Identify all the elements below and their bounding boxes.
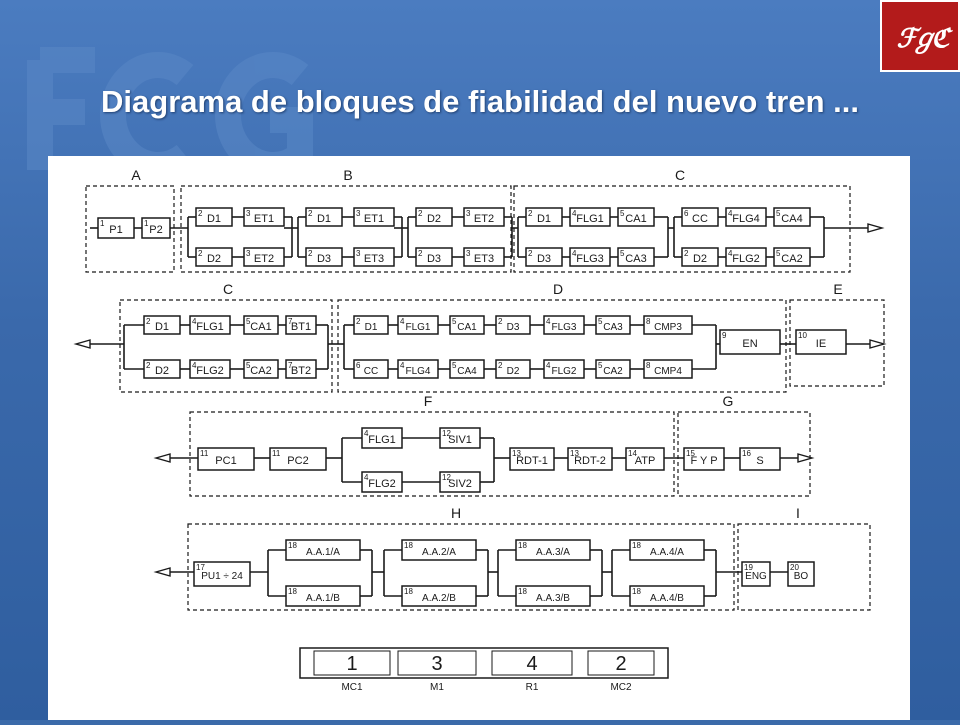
block-number: 16	[742, 449, 751, 458]
block-number: 4	[728, 209, 733, 218]
block-label: A.A.1/A	[306, 547, 340, 558]
block-label: FLG3	[551, 322, 577, 333]
reliability-block	[516, 586, 590, 606]
block-label: CA2	[250, 365, 272, 377]
block-number: 3	[356, 249, 361, 258]
reliability-block	[354, 316, 388, 334]
reliability-block	[144, 316, 180, 334]
block-label: FLG1	[405, 322, 431, 333]
car-label: R1	[525, 682, 539, 693]
reliability-block	[196, 248, 232, 266]
block-label: CA1	[457, 322, 477, 333]
reliability-block	[440, 428, 480, 448]
reliability-block	[416, 208, 452, 226]
section-label: E	[833, 281, 843, 297]
block-number: 4	[728, 249, 733, 258]
reliability-block	[618, 248, 654, 266]
block-number: 13	[512, 449, 521, 458]
reliability-block	[286, 316, 316, 334]
reliability-block	[286, 540, 360, 560]
reliability-block	[306, 208, 342, 226]
block-number: 7	[288, 361, 293, 370]
reliability-block	[440, 472, 480, 492]
block-number: 11	[200, 449, 209, 458]
reliability-block	[526, 248, 562, 266]
block-label: D3	[506, 322, 520, 333]
block-label: SIV2	[448, 478, 472, 490]
block-number: 5	[776, 249, 781, 258]
reliability-block	[788, 562, 814, 586]
reliability-block	[596, 360, 630, 378]
reliability-block	[362, 472, 402, 492]
block-label: A.A.3/B	[536, 593, 570, 604]
car-number: 1	[346, 653, 358, 675]
block-label: ATP	[634, 455, 656, 467]
block-number: 4	[364, 473, 369, 482]
block-number: 18	[518, 541, 527, 550]
block-label: D1	[206, 213, 222, 225]
car-number: 2	[615, 653, 627, 675]
reliability-block	[244, 208, 284, 226]
block-number: 2	[146, 361, 151, 370]
reliability-block	[516, 540, 590, 560]
block-number: 5	[452, 317, 457, 326]
block-label: D3	[536, 253, 552, 265]
reliability-block	[796, 330, 846, 354]
car-label: MC2	[610, 682, 632, 693]
reliability-block	[544, 316, 584, 334]
block-label: ET3	[473, 253, 495, 265]
block-number: 2	[198, 249, 203, 258]
block-label: CA2	[603, 366, 623, 377]
block-label: A.A.2/B	[422, 593, 456, 604]
block-label: D3	[426, 253, 442, 265]
reliability-block	[98, 218, 134, 238]
block-number: 11	[272, 449, 281, 458]
block-label: FLG2	[732, 253, 760, 265]
block-label: D1	[154, 321, 170, 333]
block-number: 20	[790, 563, 799, 572]
reliability-block	[190, 316, 230, 334]
block-number: 17	[196, 563, 205, 572]
block-number: 2	[528, 249, 533, 258]
section-label: A	[131, 167, 141, 183]
block-label: D2	[692, 253, 708, 265]
block-number: 1	[144, 219, 149, 228]
block-label: ET1	[363, 213, 385, 225]
block-number: 13	[570, 449, 579, 458]
flow-arrow	[156, 568, 170, 576]
block-number: 12	[442, 429, 451, 438]
flow-arrow	[870, 340, 884, 348]
block-label: CC	[363, 366, 379, 377]
block-label: CC	[692, 213, 708, 225]
block-number: 4	[192, 361, 197, 370]
company-logo	[880, 0, 960, 72]
block-number: 2	[308, 209, 313, 218]
block-label: FLG4	[405, 366, 431, 377]
block-number: 5	[620, 209, 625, 218]
reliability-block	[630, 586, 704, 606]
block-label: FLG1	[196, 321, 224, 333]
reliability-block	[198, 448, 254, 470]
block-label: A.A.3/A	[536, 547, 570, 558]
section-label: C	[222, 281, 234, 297]
block-label: CA2	[781, 253, 803, 265]
section-label: B	[343, 167, 353, 183]
block-label: A.A.2/A	[422, 547, 456, 558]
block-number: 10	[798, 331, 807, 340]
section-label: D	[552, 281, 564, 297]
reliability-block	[402, 540, 476, 560]
block-label: D1	[316, 213, 332, 225]
block-number: 5	[620, 249, 625, 258]
block-label: P2	[149, 224, 163, 236]
car-label: M1	[430, 682, 444, 693]
block-number: 4	[572, 209, 577, 218]
block-label: SIV1	[448, 434, 472, 446]
block-number: 4	[364, 429, 369, 438]
block-label: RDT-1	[516, 455, 548, 467]
block-label: CA1	[250, 321, 272, 333]
block-label: FLG1	[576, 213, 604, 225]
block-number: 12	[442, 473, 451, 482]
block-number: 7	[288, 317, 293, 326]
block-number: 3	[466, 249, 471, 258]
reliability-block	[354, 360, 388, 378]
reliability-block	[510, 448, 554, 470]
block-number: 4	[400, 317, 405, 326]
diagram-panel	[48, 156, 910, 720]
block-label: A.A.4/A	[650, 547, 684, 558]
reliability-block	[306, 248, 342, 266]
reliability-block	[726, 248, 766, 266]
reliability-block	[190, 360, 230, 378]
block-number: 4	[192, 317, 197, 326]
block-label: FLG2	[551, 366, 577, 377]
block-label: FLG2	[368, 478, 396, 490]
block-number: 2	[308, 249, 313, 258]
block-label: D2	[426, 213, 442, 225]
block-label: ET1	[253, 213, 275, 225]
block-number: 2	[198, 209, 203, 218]
reliability-block	[398, 316, 438, 334]
block-label: D1	[536, 213, 552, 225]
block-label: FLG3	[576, 253, 604, 265]
block-number: 5	[246, 361, 251, 370]
block-label: F Y P	[690, 455, 718, 467]
block-number: 18	[404, 587, 413, 596]
reliability-block	[194, 562, 250, 586]
reliability-block	[720, 330, 780, 354]
block-label: A.A.4/B	[650, 593, 684, 604]
block-number: 15	[686, 449, 695, 458]
flow-arrow	[868, 224, 882, 232]
block-number: 8	[646, 361, 651, 370]
block-label: PC1	[215, 455, 237, 467]
reliability-block	[742, 562, 770, 586]
flow-arrow	[76, 340, 90, 348]
reliability-block	[196, 208, 232, 226]
block-label: FLG4	[732, 213, 760, 225]
reliability-block	[286, 586, 360, 606]
reliability-block	[144, 360, 180, 378]
block-number: 2	[498, 361, 503, 370]
reliability-block	[684, 448, 724, 470]
block-number: 3	[466, 209, 471, 218]
block-number: 2	[684, 249, 689, 258]
block-number: 18	[518, 587, 527, 596]
reliability-block	[270, 448, 326, 470]
reliability-block	[416, 248, 452, 266]
block-label: A.A.1/B	[306, 593, 340, 604]
car-number: 3	[431, 653, 443, 675]
block-number: 5	[598, 361, 603, 370]
section-label: G	[722, 393, 734, 409]
reliability-block	[544, 360, 584, 378]
block-label: CA3	[625, 253, 647, 265]
block-label: FLG2	[196, 365, 224, 377]
block-number: 5	[452, 361, 457, 370]
reliability-block	[450, 316, 484, 334]
section-label: H	[450, 505, 462, 521]
logo-monogram: ℱℊℭ	[896, 23, 944, 54]
reliability-block	[726, 208, 766, 226]
block-label: BO	[793, 571, 809, 582]
block-number: 18	[288, 587, 297, 596]
car-label: MC1	[341, 682, 363, 693]
reliability-block	[244, 360, 278, 378]
reliability-block	[630, 540, 704, 560]
block-number: 14	[628, 449, 637, 458]
block-number: 18	[632, 541, 641, 550]
block-label: D3	[316, 253, 332, 265]
block-label: CA4	[457, 366, 477, 377]
reliability-block	[596, 316, 630, 334]
block-number: 4	[400, 361, 405, 370]
block-label: CA3	[603, 322, 623, 333]
block-number: 3	[246, 209, 251, 218]
slide-title: Diagrama de bloques de fiabilidad del nuevo tren ...	[101, 84, 859, 119]
block-number: 19	[744, 563, 753, 572]
reliability-block	[626, 448, 664, 470]
block-number: 4	[572, 249, 577, 258]
block-label: CA1	[625, 213, 647, 225]
reliability-block	[398, 360, 438, 378]
block-number: 6	[356, 361, 361, 370]
block-label: ET2	[473, 213, 495, 225]
reliability-block	[568, 448, 612, 470]
block-number: 8	[646, 317, 651, 326]
block-number: 2	[418, 209, 423, 218]
block-number: 2	[146, 317, 151, 326]
block-label: EN	[742, 338, 758, 350]
block-label: CMP3	[654, 322, 682, 333]
section-label: C	[674, 167, 686, 183]
block-number: 2	[528, 209, 533, 218]
reliability-block	[244, 248, 284, 266]
block-label: FLG1	[368, 434, 396, 446]
block-number: 2	[498, 317, 503, 326]
reliability-block	[402, 586, 476, 606]
reliability-block	[644, 316, 692, 334]
reliability-block	[464, 208, 504, 226]
reliability-block	[682, 248, 718, 266]
block-label: ET2	[253, 253, 275, 265]
reliability-block-diagram	[48, 156, 910, 720]
block-number: 18	[404, 541, 413, 550]
car-number: 4	[526, 653, 538, 675]
reliability-block	[740, 448, 780, 470]
reliability-block	[450, 360, 484, 378]
reliability-block	[464, 248, 504, 266]
block-label: D2	[506, 366, 520, 377]
reliability-block	[774, 248, 810, 266]
block-number: 18	[632, 587, 641, 596]
block-number: 2	[418, 249, 423, 258]
block-number: 9	[722, 331, 727, 340]
block-label: D2	[206, 253, 222, 265]
reliability-block	[682, 208, 718, 226]
reliability-block	[142, 218, 170, 238]
block-number: 1	[100, 219, 105, 228]
block-number: 3	[246, 249, 251, 258]
block-number: 6	[684, 209, 689, 218]
reliability-block	[244, 316, 278, 334]
block-label: CA4	[781, 213, 803, 225]
reliability-block	[496, 316, 530, 334]
block-label: D2	[154, 365, 170, 377]
block-label: BT2	[290, 365, 312, 377]
block-label: BT1	[290, 321, 312, 333]
block-number: 2	[356, 317, 361, 326]
block-label: ET3	[363, 253, 385, 265]
block-label: P1	[109, 224, 123, 236]
reliability-block	[526, 208, 562, 226]
block-label: ENG	[745, 571, 767, 582]
reliability-block	[354, 208, 394, 226]
reliability-block	[774, 208, 810, 226]
reliability-block	[570, 248, 610, 266]
train-composition	[300, 648, 668, 693]
block-label: S	[756, 455, 764, 467]
block-label: IE	[815, 338, 827, 350]
block-number: 5	[246, 317, 251, 326]
block-label: PU1 ÷ 24	[201, 571, 243, 582]
reliability-block	[354, 248, 394, 266]
section-label: F	[423, 393, 433, 409]
section-label: I	[796, 505, 800, 521]
reliability-block	[362, 428, 402, 448]
block-number: 5	[776, 209, 781, 218]
reliability-block	[286, 360, 316, 378]
reliability-block	[644, 360, 692, 378]
block-number: 18	[288, 541, 297, 550]
reliability-block	[570, 208, 610, 226]
block-label: D1	[364, 322, 378, 333]
block-label: PC2	[287, 455, 309, 467]
reliability-block	[618, 208, 654, 226]
block-number: 3	[356, 209, 361, 218]
block-label: RDT-2	[574, 455, 606, 467]
block-label: CMP4	[654, 366, 682, 377]
block-number: 4	[546, 361, 551, 370]
block-number: 5	[598, 317, 603, 326]
reliability-block	[496, 360, 530, 378]
block-number: 4	[546, 317, 551, 326]
flow-arrow	[156, 454, 170, 462]
